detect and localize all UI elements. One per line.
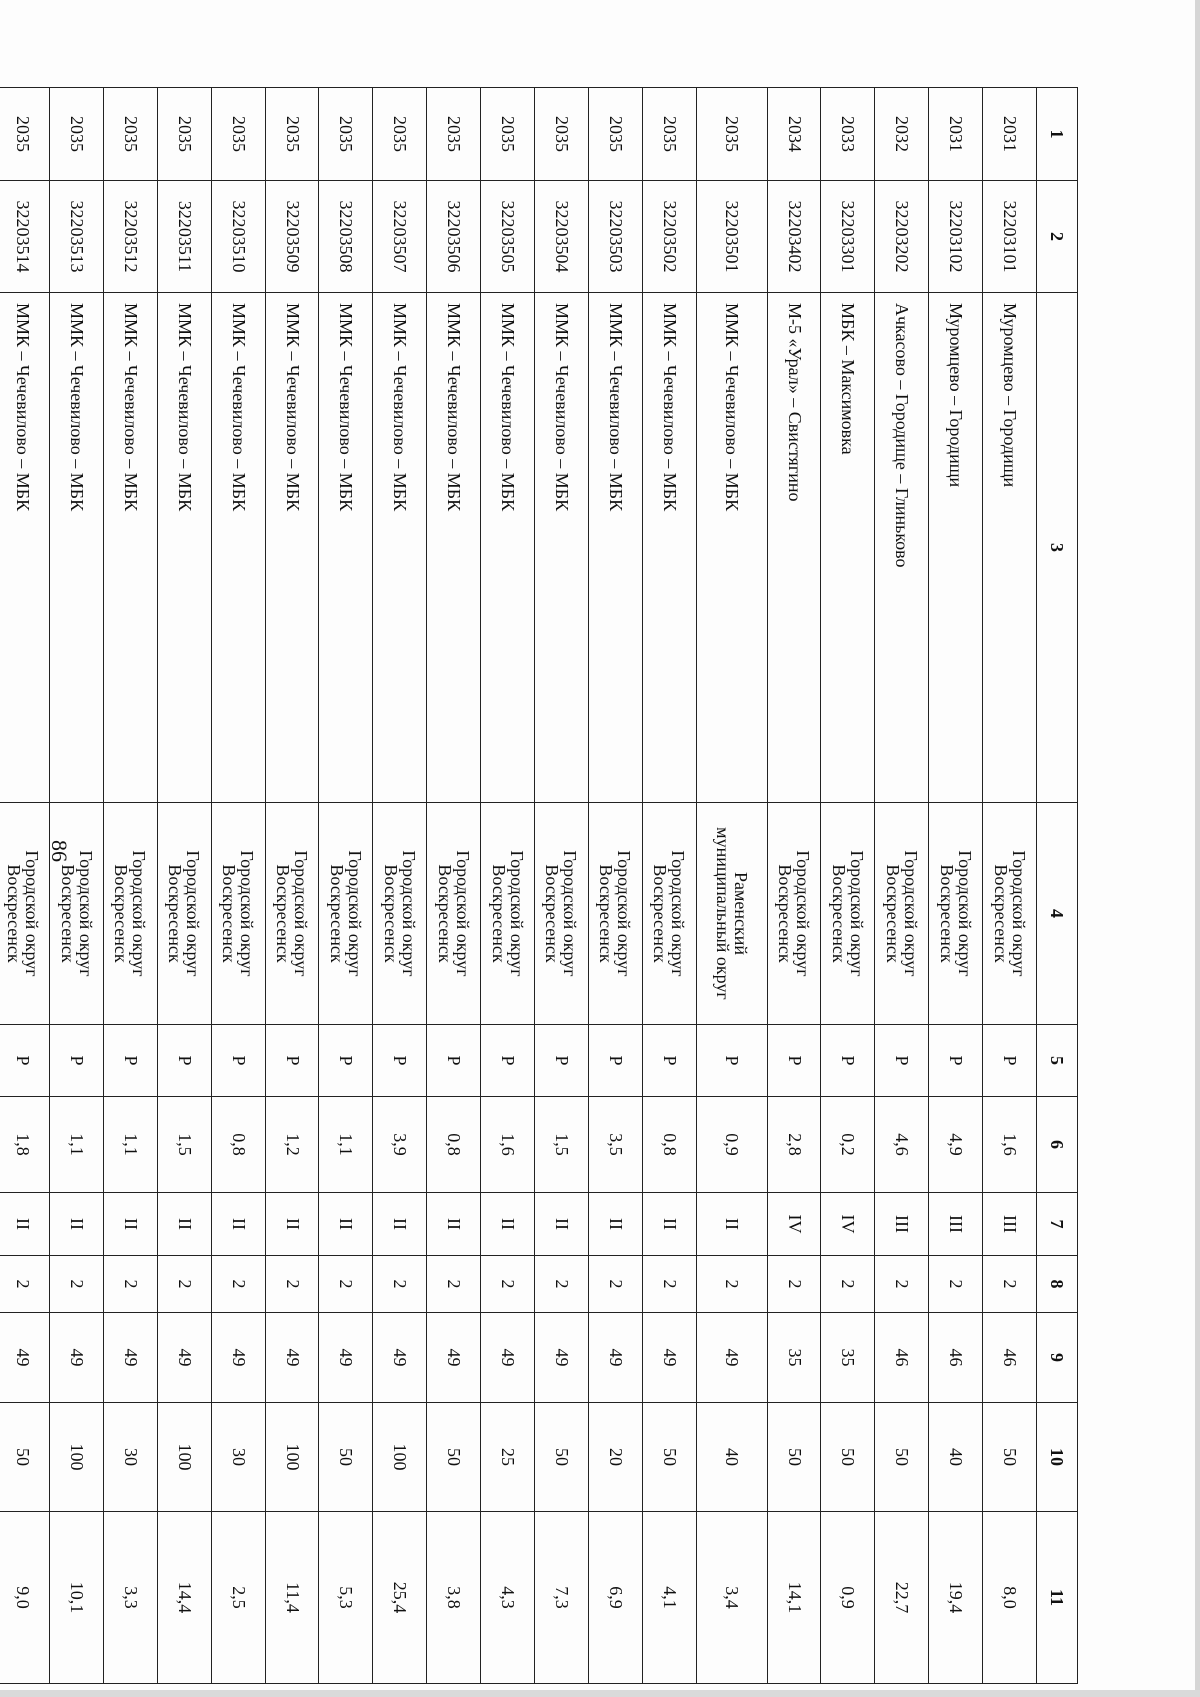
width-cell: 49 [534,1313,588,1403]
category-cell: II [373,1193,427,1256]
table-header-row [1037,88,1078,1684]
speed-cell: 50 [427,1403,481,1512]
year-cell: 2035 [373,88,427,181]
type-cell: Р [875,1025,929,1097]
table-row [983,88,1037,1684]
type-cell: Р [319,1025,373,1097]
width-cell: 49 [588,1313,642,1403]
route-cell: ММК – Чечевилово – МБК [481,293,535,803]
table-row [211,88,265,1684]
route-cell: ММК – Чечевилово – МБК [588,293,642,803]
width-cell: 49 [427,1313,481,1403]
type-cell: Р [427,1025,481,1097]
table-row [319,88,373,1684]
code-cell: 32203102 [929,181,983,293]
table-row [157,88,211,1684]
code-cell: 32203511 [157,181,211,293]
type-cell: Р [157,1025,211,1097]
category-cell: II [427,1193,481,1256]
category-cell: II [642,1193,696,1256]
value-cell: 10,1 [50,1512,104,1684]
year-cell: 2031 [929,88,983,181]
column-header-5: 5 [1037,1025,1078,1097]
category-cell: II [211,1193,265,1256]
owner-cell: Городской округ Воскресенск [875,803,929,1025]
length-cell: 0,9 [696,1097,767,1193]
type-cell: Р [642,1025,696,1097]
lanes-cell: 2 [481,1256,535,1313]
length-cell: 0,8 [427,1097,481,1193]
speed-cell: 40 [929,1403,983,1512]
lanes-cell: 2 [427,1256,481,1313]
value-cell: 25,4 [373,1512,427,1684]
length-cell: 1,6 [481,1097,535,1193]
year-cell: 2035 [211,88,265,181]
code-cell: 32203513 [50,181,104,293]
category-cell: II [481,1193,535,1256]
length-cell: 3,5 [588,1097,642,1193]
code-cell: 32203510 [211,181,265,293]
value-cell: 7,3 [534,1512,588,1684]
value-cell: 14,4 [157,1512,211,1684]
code-cell: 32203507 [373,181,427,293]
length-cell: 0,8 [642,1097,696,1193]
table-row [265,88,319,1684]
length-cell: 1,8 [0,1097,50,1193]
code-cell: 32203509 [265,181,319,293]
route-cell: МБК – Максимовка [821,293,875,803]
table-row [103,88,157,1684]
width-cell: 49 [319,1313,373,1403]
table-row [534,88,588,1684]
width-cell: 49 [157,1313,211,1403]
width-cell: 49 [0,1313,50,1403]
code-cell: 32203504 [534,181,588,293]
page-number: 86 [47,840,72,862]
route-cell: ММК – Чечевилово – МБК [265,293,319,803]
width-cell: 49 [265,1313,319,1403]
owner-cell: Городской округ Воскресенск [983,803,1037,1025]
scan-edge-bottom [0,1690,1200,1697]
table-row [642,88,696,1684]
length-cell: 4,9 [929,1097,983,1193]
owner-cell: Городской округ Воскресенск [821,803,875,1025]
lanes-cell: 2 [534,1256,588,1313]
width-cell: 46 [875,1313,929,1403]
width-cell: 49 [696,1313,767,1403]
lanes-cell: 2 [929,1256,983,1313]
value-cell: 6,9 [588,1512,642,1684]
length-cell: 0,8 [211,1097,265,1193]
width-cell: 49 [103,1313,157,1403]
type-cell: Р [0,1025,50,1097]
code-cell: 32203506 [427,181,481,293]
code-cell: 32203508 [319,181,373,293]
year-cell: 2035 [427,88,481,181]
column-header-7: 7 [1037,1193,1078,1256]
column-header-9: 9 [1037,1313,1078,1403]
code-cell: 32203402 [767,181,821,293]
speed-cell: 100 [373,1403,427,1512]
lanes-cell: 2 [0,1256,50,1313]
type-cell: Р [821,1025,875,1097]
width-cell: 49 [642,1313,696,1403]
type-cell: Р [265,1025,319,1097]
category-cell: III [875,1193,929,1256]
length-cell: 1,2 [265,1097,319,1193]
year-cell: 2035 [588,88,642,181]
column-header-1: 1 [1037,88,1078,181]
route-cell: Ачкасово – Городище – Глиньково [875,293,929,803]
column-header-4: 4 [1037,803,1078,1025]
value-cell: 9,0 [0,1512,50,1684]
category-cell: II [103,1193,157,1256]
year-cell: 2035 [534,88,588,181]
value-cell: 4,3 [481,1512,535,1684]
length-cell: 1,1 [103,1097,157,1193]
year-cell: 2035 [265,88,319,181]
owner-cell: Городской округ Воскресенск [50,803,104,1025]
value-cell: 4,1 [642,1512,696,1684]
category-cell: II [0,1193,50,1256]
owner-cell: Городской округ Воскресенск [588,803,642,1025]
code-cell: 32203101 [983,181,1037,293]
type-cell: Р [929,1025,983,1097]
table-row [588,88,642,1684]
length-cell: 1,1 [319,1097,373,1193]
table-body [0,88,1037,1684]
road-table [0,87,1078,1684]
width-cell: 49 [50,1313,104,1403]
width-cell: 35 [767,1313,821,1403]
route-cell: ММК – Чечевилово – МБК [534,293,588,803]
speed-cell: 40 [696,1403,767,1512]
lanes-cell: 2 [588,1256,642,1313]
type-cell: Р [588,1025,642,1097]
owner-cell: Раменский муниципальный округ [696,803,767,1025]
length-cell: 3,9 [373,1097,427,1193]
speed-cell: 20 [588,1403,642,1512]
value-cell: 11,4 [265,1512,319,1684]
scan-edge-right [1195,0,1200,1697]
category-cell: II [534,1193,588,1256]
lanes-cell: 2 [157,1256,211,1313]
route-cell: ММК – Чечевилово – МБК [427,293,481,803]
code-cell: 32203501 [696,181,767,293]
year-cell: 2035 [157,88,211,181]
length-cell: 1,1 [50,1097,104,1193]
code-cell: 32203502 [642,181,696,293]
year-cell: 2035 [103,88,157,181]
route-cell: ММК – Чечевилово – МБК [50,293,104,803]
width-cell: 49 [211,1313,265,1403]
owner-cell: Городской округ Воскресенск [0,803,50,1025]
speed-cell: 50 [0,1403,50,1512]
owner-cell: Городской округ Воскресенск [767,803,821,1025]
table-row [875,88,929,1684]
category-cell: III [929,1193,983,1256]
route-cell: ММК – Чечевилово – МБК [319,293,373,803]
table-row [821,88,875,1684]
route-cell: ММК – Чечевилово – МБК [157,293,211,803]
rotated-table-container [0,87,1078,1683]
category-cell: II [157,1193,211,1256]
category-cell: IV [767,1193,821,1256]
code-cell: 32203514 [0,181,50,293]
lanes-cell: 2 [265,1256,319,1313]
lanes-cell: 2 [821,1256,875,1313]
length-cell: 2,8 [767,1097,821,1193]
speed-cell: 50 [767,1403,821,1512]
value-cell: 14,1 [767,1512,821,1684]
route-cell: ММК – Чечевилово – МБК [696,293,767,803]
speed-cell: 50 [319,1403,373,1512]
lanes-cell: 2 [875,1256,929,1313]
owner-cell: Городской округ Воскресенск [534,803,588,1025]
type-cell: Р [696,1025,767,1097]
code-cell: 32203503 [588,181,642,293]
code-cell: 32203512 [103,181,157,293]
value-cell: 2,5 [211,1512,265,1684]
code-cell: 32203301 [821,181,875,293]
speed-cell: 100 [265,1403,319,1512]
value-cell: 3,3 [103,1512,157,1684]
route-cell: ММК – Чечевилово – МБК [211,293,265,803]
value-cell: 8,0 [983,1512,1037,1684]
length-cell: 0,2 [821,1097,875,1193]
column-header-8: 8 [1037,1256,1078,1313]
speed-cell: 30 [211,1403,265,1512]
column-header-2: 2 [1037,181,1078,293]
lanes-cell: 2 [319,1256,373,1313]
speed-cell: 100 [157,1403,211,1512]
year-cell: 2035 [319,88,373,181]
table-row [696,88,767,1684]
lanes-cell: 2 [103,1256,157,1313]
type-cell: Р [103,1025,157,1097]
owner-cell: Городской округ Воскресенск [373,803,427,1025]
width-cell: 46 [929,1313,983,1403]
value-cell: 0,9 [821,1512,875,1684]
category-cell: III [983,1193,1037,1256]
owner-cell: Городской округ Воскресенск [211,803,265,1025]
year-cell: 2032 [875,88,929,181]
length-cell: 1,5 [534,1097,588,1193]
column-header-3: 3 [1037,293,1078,803]
owner-cell: Городской округ Воскресенск [157,803,211,1025]
lanes-cell: 2 [983,1256,1037,1313]
year-cell: 2035 [0,88,50,181]
value-cell: 22,7 [875,1512,929,1684]
table-row [481,88,535,1684]
type-cell: Р [211,1025,265,1097]
value-cell: 19,4 [929,1512,983,1684]
type-cell: Р [534,1025,588,1097]
route-cell: ММК – Чечевилово – МБК [0,293,50,803]
column-header-10: 10 [1037,1403,1078,1512]
lanes-cell: 2 [373,1256,427,1313]
lanes-cell: 2 [50,1256,104,1313]
type-cell: Р [983,1025,1037,1097]
year-cell: 2033 [821,88,875,181]
owner-cell: Городской округ Воскресенск [103,803,157,1025]
speed-cell: 50 [821,1403,875,1512]
route-cell: ММК – Чечевилово – МБК [103,293,157,803]
table-row [929,88,983,1684]
year-cell: 2035 [696,88,767,181]
width-cell: 49 [481,1313,535,1403]
table-row [373,88,427,1684]
route-cell: Муромцево – Городищи [983,293,1037,803]
type-cell: Р [481,1025,535,1097]
length-cell: 1,5 [157,1097,211,1193]
table-row [50,88,104,1684]
speed-cell: 30 [103,1403,157,1512]
speed-cell: 50 [875,1403,929,1512]
type-cell: Р [767,1025,821,1097]
type-cell: Р [373,1025,427,1097]
width-cell: 49 [373,1313,427,1403]
category-cell: II [50,1193,104,1256]
lanes-cell: 2 [642,1256,696,1313]
owner-cell: Городской округ Воскресенск [427,803,481,1025]
year-cell: 2035 [642,88,696,181]
category-cell: IV [821,1193,875,1256]
value-cell: 3,4 [696,1512,767,1684]
speed-cell: 100 [50,1403,104,1512]
code-cell: 32203505 [481,181,535,293]
column-header-6: 6 [1037,1097,1078,1193]
speed-cell: 25 [481,1403,535,1512]
year-cell: 2035 [50,88,104,181]
category-cell: II [696,1193,767,1256]
length-cell: 1,6 [983,1097,1037,1193]
lanes-cell: 2 [696,1256,767,1313]
table-row [767,88,821,1684]
value-cell: 5,3 [319,1512,373,1684]
route-cell: Муромцево – Городищи [929,293,983,803]
category-cell: II [588,1193,642,1256]
width-cell: 35 [821,1313,875,1403]
owner-cell: Городской округ Воскресенск [319,803,373,1025]
table-row [427,88,481,1684]
category-cell: II [265,1193,319,1256]
column-header-11: 11 [1037,1512,1078,1684]
width-cell: 46 [983,1313,1037,1403]
owner-cell: Городской округ Воскресенск [481,803,535,1025]
owner-cell: Городской округ Воскресенск [265,803,319,1025]
code-cell: 32203202 [875,181,929,293]
route-cell: М-5 «Урал» – Свистягино [767,293,821,803]
year-cell: 2034 [767,88,821,181]
lanes-cell: 2 [767,1256,821,1313]
route-cell: ММК – Чечевилово – МБК [642,293,696,803]
category-cell: II [319,1193,373,1256]
type-cell: Р [50,1025,104,1097]
route-cell: ММК – Чечевилово – МБК [373,293,427,803]
table-row [0,88,50,1684]
speed-cell: 50 [983,1403,1037,1512]
year-cell: 2031 [983,88,1037,181]
value-cell: 3,8 [427,1512,481,1684]
speed-cell: 50 [534,1403,588,1512]
owner-cell: Городской округ Воскресенск [929,803,983,1025]
lanes-cell: 2 [211,1256,265,1313]
year-cell: 2035 [481,88,535,181]
owner-cell: Городской округ Воскресенск [642,803,696,1025]
speed-cell: 50 [642,1403,696,1512]
length-cell: 4,6 [875,1097,929,1193]
